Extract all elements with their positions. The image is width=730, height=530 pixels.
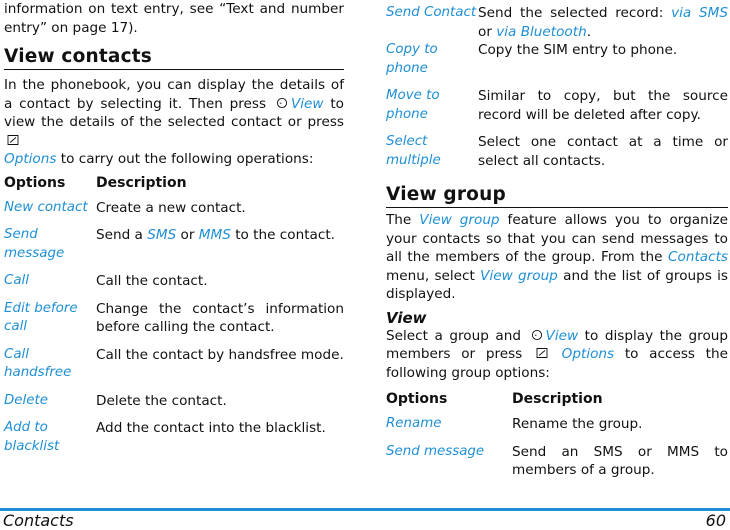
table-row xyxy=(4,346,344,392)
option-description xyxy=(478,4,728,41)
footer-section-title: Contacts xyxy=(3,511,74,530)
option-name: Select multiple xyxy=(386,134,441,168)
column-header-options: Options xyxy=(386,391,448,407)
view-subheading: View xyxy=(386,308,427,327)
table-row xyxy=(386,41,728,87)
view-group-label: View group xyxy=(480,267,558,284)
option-description xyxy=(96,226,344,272)
option-name: Send message xyxy=(386,443,485,459)
text-run: to the contact. xyxy=(235,227,335,243)
option-name: Call handsfree xyxy=(4,346,72,380)
option-description: Rename the group. xyxy=(512,416,643,432)
contact-options-table xyxy=(4,175,344,457)
text-run: to access the following group options: xyxy=(386,346,728,381)
text-run: Send the selected record: xyxy=(478,5,664,21)
view-group-paragraph xyxy=(386,211,728,304)
options-softkey-label: Options xyxy=(4,151,57,167)
text-run: The xyxy=(386,212,412,228)
right-column xyxy=(386,0,728,480)
column-header-options: Options xyxy=(4,174,66,191)
left-column xyxy=(4,0,344,456)
page-number: 60 xyxy=(705,511,726,530)
via-sms-label: via SMS xyxy=(671,5,728,21)
option-name: New contact xyxy=(4,199,88,215)
text-run: to display the group members or press xyxy=(386,327,729,362)
view-group-heading: View group xyxy=(386,184,728,208)
table-row xyxy=(386,415,728,443)
table-row xyxy=(4,419,344,456)
ok-key-icon xyxy=(531,329,543,341)
view-contacts-paragraph xyxy=(4,76,344,169)
option-name: Call xyxy=(4,273,29,288)
option-name: Add to blacklist xyxy=(4,420,60,454)
right-softkey-icon xyxy=(7,134,19,146)
view-softkey-label: View xyxy=(290,95,324,112)
option-name: Rename xyxy=(386,416,442,431)
text-run: Send a xyxy=(96,227,143,243)
text-run: or xyxy=(478,23,492,40)
text-run: to view the details of the selected contact or press xyxy=(4,95,344,130)
right-softkey-icon xyxy=(536,347,548,359)
option-description: Change the contact’s information before calling the contact. xyxy=(96,300,344,335)
view-contacts-heading: View contacts xyxy=(4,46,344,70)
text-run: menu, select xyxy=(386,267,475,284)
option-description: Send an SMS or MMS to members of a group. xyxy=(512,443,728,478)
view-paragraph xyxy=(386,327,728,383)
option-name: Move to phone xyxy=(386,88,440,122)
table-row xyxy=(386,443,728,480)
view-group-label: View group xyxy=(419,212,500,228)
via-bluetooth-label: via Bluetooth xyxy=(496,23,587,40)
table-row xyxy=(4,272,344,300)
ok-key-icon xyxy=(276,97,288,109)
text-run: Select a group and xyxy=(386,327,521,344)
table-row xyxy=(386,87,728,133)
text-run: and the list of groups is displayed. xyxy=(386,267,728,302)
option-name: Edit before call xyxy=(4,300,78,334)
table-row xyxy=(4,199,344,227)
table-row xyxy=(4,300,344,346)
view-softkey-label: View xyxy=(545,327,579,344)
contact-options-table-continued xyxy=(386,4,728,170)
contacts-menu-label: Contacts xyxy=(668,249,728,265)
option-description: Create a new contact. xyxy=(96,199,246,216)
option-name: Copy to phone xyxy=(386,42,438,76)
table-header-row xyxy=(386,391,728,415)
option-description: Call the contact by handsfree mode. xyxy=(96,346,344,363)
table-row xyxy=(4,392,344,420)
option-description: Similar to copy, but the source record will be deleted after copy. xyxy=(478,88,728,123)
option-description: Call the contact. xyxy=(96,273,208,289)
option-description: Select one contact at a time or select all contacts. xyxy=(478,134,728,169)
mms-label: MMS xyxy=(198,227,231,243)
text-run: feature allows you to organize your contacts so that you can send messages to all the members of the group. From the xyxy=(386,212,728,265)
option-description: Add the contact into the blacklist. xyxy=(96,420,326,436)
text-run: or xyxy=(180,227,195,243)
options-softkey-label: Options xyxy=(561,346,615,362)
table-row xyxy=(386,133,728,170)
footer-rule xyxy=(0,508,730,511)
table-row xyxy=(4,226,344,272)
text-run: In the phonebook, you can display the details of a contact by selecting it. Then press xyxy=(4,77,344,112)
column-header-description: Description xyxy=(96,174,187,191)
option-description: Delete the contact. xyxy=(96,392,227,409)
column-header-description: Description xyxy=(512,391,603,407)
sms-label: SMS xyxy=(147,227,177,243)
intro-paragraph: information on text entry, see “Text and number entry” on page 17). xyxy=(4,1,344,36)
group-options-table xyxy=(386,391,728,480)
table-header-row xyxy=(4,175,344,199)
text-run: . xyxy=(586,23,592,40)
option-name: Delete xyxy=(4,392,48,408)
option-name: Send Contact xyxy=(386,5,477,20)
text-run: to carry out the following operations: xyxy=(60,151,314,167)
option-name: Send message xyxy=(4,227,65,261)
table-row xyxy=(386,4,728,41)
option-description: Copy the SIM entry to phone. xyxy=(478,42,678,58)
